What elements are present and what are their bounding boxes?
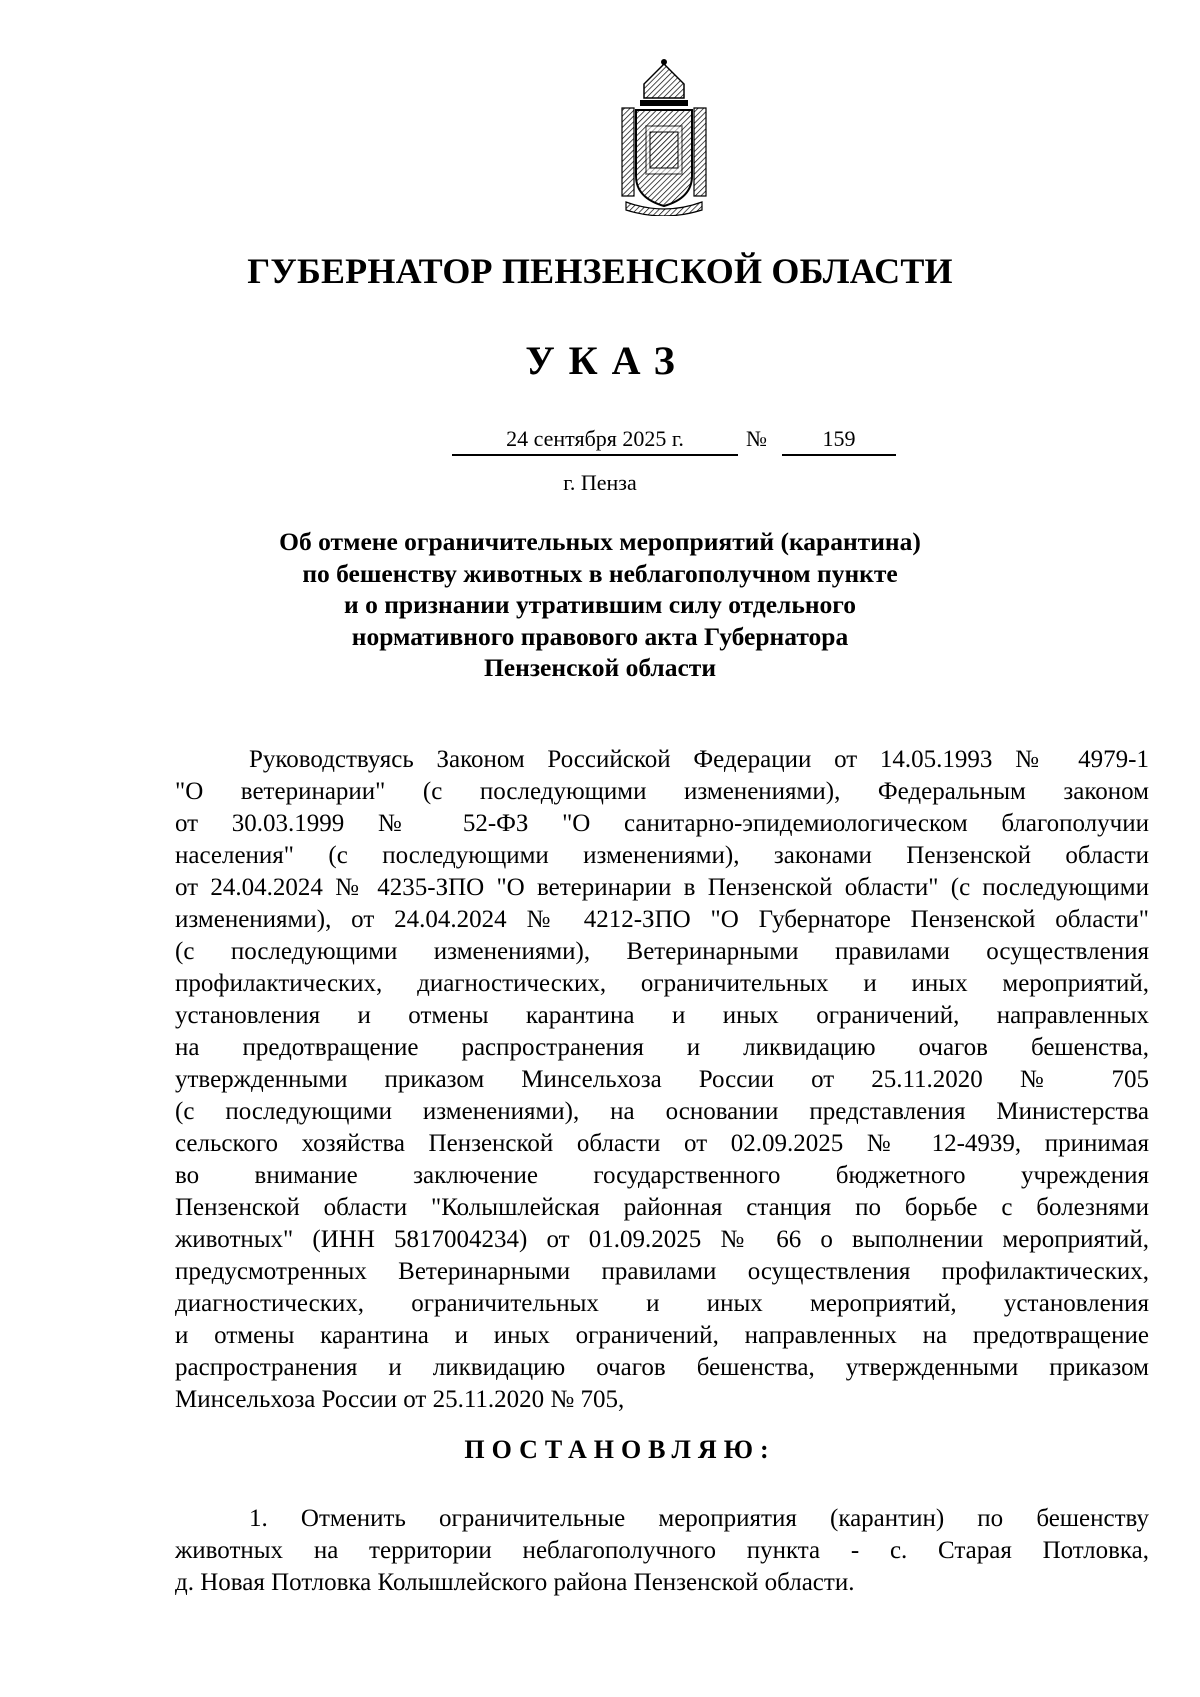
text-line: профилактических, диагностических, ограничительных и иных мероприятий,	[175, 970, 1149, 997]
number-sign: №	[746, 426, 767, 451]
coat-of-arms-emblem	[614, 56, 714, 216]
subject-line: Пензенской области	[483, 653, 717, 682]
text-line: (с последующими изменениями), Ветеринарными правилами осуществления	[175, 938, 1149, 965]
text-line: предусмотренных Ветеринарными правилами осуществления профилактических,	[175, 1258, 1149, 1285]
text-line: диагностических, ограничительных и иных мероприятий, установления	[175, 1290, 1149, 1317]
text-line: Руководствуясь Законом Российской Федерации от 14.05.1993 № 4979-1	[249, 746, 1149, 773]
text-line: от 24.04.2024 № 4235-ЗПО "О ветеринарии в Пензенской области" (с последующими	[175, 874, 1149, 901]
subject-line: нормативного правового акта Губернатора	[351, 621, 849, 651]
preamble-paragraph	[175, 744, 1149, 1416]
decree-heading: ПОСТАНОВЛЯЮ:	[464, 1435, 776, 1464]
document-type-title: УКАЗ	[525, 338, 689, 383]
issuing-city: г. Пенза	[563, 470, 637, 495]
subject-line: и о признании утратившим силу отдельного	[344, 590, 856, 619]
text-line: Минсельхоза России от 25.11.2020 № 705,	[175, 1386, 625, 1413]
text-line: животных" (ИНН 5817004234) от 01.09.2025 № 66 о выполнении мероприятий,	[175, 1226, 1149, 1253]
text-line: установления и отмены карантина и иных ограничений, направленных	[175, 1002, 1149, 1029]
text-line: от 30.03.1999 № 52-ФЗ "О санитарно-эпидемиологическом благополучии	[175, 810, 1149, 837]
item-1-paragraph	[175, 1503, 1149, 1599]
text-line: на предотвращение распространения и ликвидацию очагов бешенства,	[175, 1034, 1149, 1061]
text-line: населения" (с последующими изменениями), законами Пензенской области	[175, 842, 1149, 869]
document-number: 159	[782, 426, 896, 456]
text-line: д. Новая Потловка Колышлейского района Пензенской области.	[175, 1569, 855, 1596]
text-line: изменениями), от 24.04.2024 № 4212-ЗПО "О Губернаторе Пензенской области"	[175, 906, 1149, 933]
document-subject	[0, 526, 1200, 684]
text-line: 1. Отменить ограничительные мероприятия (карантин) по бешенству	[249, 1505, 1149, 1532]
text-line: и отмены карантина и иных ограничений, направленных на предотвращение	[175, 1322, 1149, 1349]
text-line: во внимание заключение государственного бюджетного учреждения	[175, 1162, 1149, 1189]
document-date: 24 сентября 2025 г.	[452, 426, 738, 456]
issuing-authority-title: ГУБЕРНАТОР ПЕНЗЕНСКОЙ ОБЛАСТИ	[247, 251, 953, 291]
subject-line: Об отмене ограничительных мероприятий (карантина)	[279, 527, 921, 556]
subject-line: по бешенству животных в неблагополучном пункте	[302, 558, 898, 588]
text-line: утвержденными приказом Минсельхоза России от 25.11.2020 № 705	[175, 1066, 1149, 1093]
text-line: (с последующими изменениями), на основании представления Министерства	[175, 1098, 1149, 1125]
text-line: животных на территории неблагополучного пункта - с. Старая Потловка,	[175, 1537, 1149, 1564]
text-line: сельского хозяйства Пензенской области от 02.09.2025 № 12-4939, принимая	[175, 1130, 1149, 1157]
text-line: Пензенской области "Колышлейская районная станция по борьбе с болезнями	[175, 1194, 1149, 1221]
text-line: "О ветеринарии" (с последующими изменениями), Федеральным законом	[175, 778, 1149, 805]
text-line: распространения и ликвидацию очагов бешенства, утвержденными приказом	[175, 1354, 1149, 1381]
